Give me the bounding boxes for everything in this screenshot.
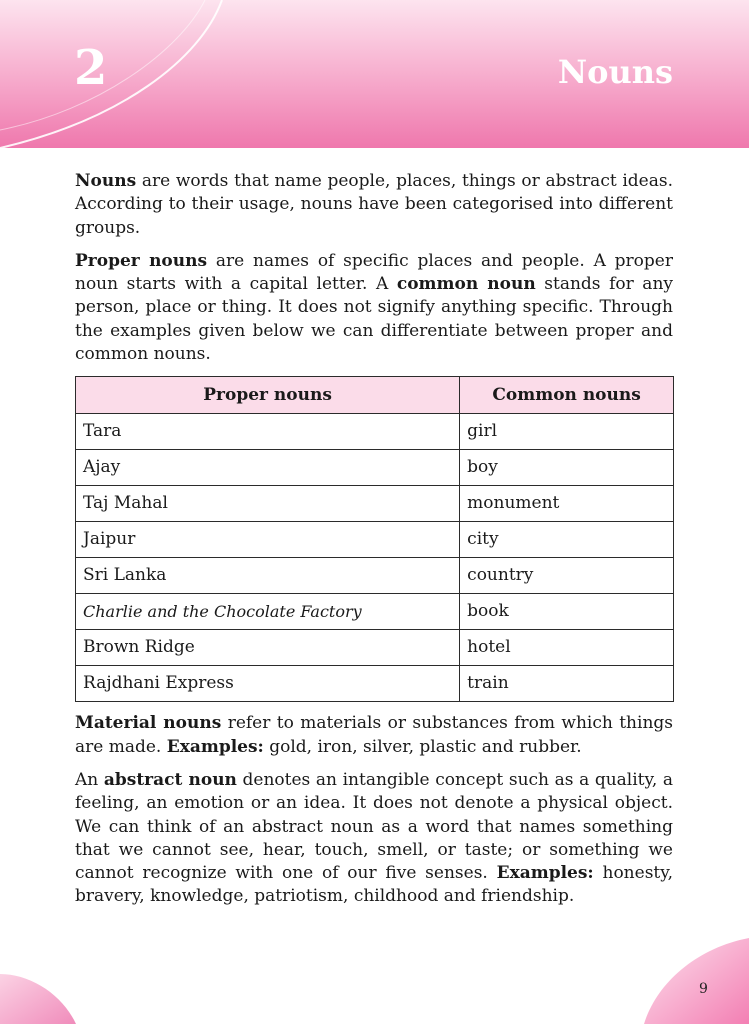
proper-noun-cell: Charlie and the Chocolate Factory bbox=[76, 594, 460, 630]
examples-label: Examples: bbox=[496, 863, 594, 884]
common-noun-cell: monument bbox=[460, 486, 674, 522]
common-noun-cell: country bbox=[460, 558, 674, 594]
page-number: 9 bbox=[699, 981, 708, 997]
proper-common-paragraph bbox=[75, 250, 673, 366]
table-row bbox=[76, 414, 674, 450]
common-noun-cell: city bbox=[460, 522, 674, 558]
intro-text: are words that name people, places, things or abstract ideas. According to their usage, nouns have been categorised into different groups. bbox=[75, 171, 673, 238]
table-header-row bbox=[76, 377, 674, 414]
proper-noun-cell: Ajay bbox=[76, 450, 460, 486]
proper-noun-cell: Rajdhani Express bbox=[76, 666, 460, 702]
table-row bbox=[76, 522, 674, 558]
table-row bbox=[76, 450, 674, 486]
bottom-left-corner-decoration bbox=[0, 964, 80, 1024]
proper-noun-cell: Tara bbox=[76, 414, 460, 450]
term-common-noun: common noun bbox=[396, 274, 536, 295]
common-noun-cell: boy bbox=[460, 450, 674, 486]
intro-paragraph bbox=[75, 170, 673, 240]
chapter-number: 2 bbox=[74, 40, 108, 96]
proper-noun-cell: Sri Lanka bbox=[76, 558, 460, 594]
table-row bbox=[76, 630, 674, 666]
term-material-nouns: Material nouns bbox=[75, 713, 222, 734]
common-noun-cell: hotel bbox=[460, 630, 674, 666]
proper-noun-cell: Brown Ridge bbox=[76, 630, 460, 666]
abstract-prefix: An bbox=[75, 769, 104, 790]
chapter-title: Nouns bbox=[557, 53, 673, 91]
table-row bbox=[76, 486, 674, 522]
material-examples: gold, iron, silver, plastic and rubber. bbox=[263, 736, 582, 757]
proper-text-1: are names of specific places and people. A proper noun starts with a capital letter. A bbox=[75, 250, 673, 295]
proper-text-2: stands for any person, place or thing. It does not signify anything specific. Through the examples given below we can differentiate between proper and common nouns. bbox=[75, 274, 673, 365]
abstract-text: denotes an intangible concept such as a quality, a feeling, an emotion or an idea. It does not denote a physical object. We can think of an abstract noun as a word that names something that we cannot see, hear, touch, smell, or taste; or something we cannot recognize with one of our five senses. bbox=[75, 769, 674, 884]
table-row bbox=[76, 666, 674, 702]
common-noun-cell: girl bbox=[460, 414, 674, 450]
table-row bbox=[76, 594, 674, 630]
term-proper-nouns: Proper nouns bbox=[75, 250, 208, 271]
examples-label: Examples: bbox=[166, 736, 264, 757]
proper-noun-cell: Taj Mahal bbox=[76, 486, 460, 522]
chapter-header bbox=[0, 0, 749, 148]
page-content bbox=[75, 170, 673, 919]
header-proper-nouns: Proper nouns bbox=[76, 377, 460, 414]
nouns-table bbox=[75, 376, 674, 702]
proper-noun-cell: Jaipur bbox=[76, 522, 460, 558]
table-row bbox=[76, 558, 674, 594]
material-paragraph bbox=[75, 712, 673, 759]
common-noun-cell: train bbox=[460, 666, 674, 702]
abstract-paragraph bbox=[75, 769, 673, 909]
abstract-examples: honesty, bravery, knowledge, patriotism, childhood and friendship. bbox=[75, 863, 673, 907]
material-text: refer to materials or substances from which things are made. bbox=[75, 713, 673, 757]
term-abstract-noun: abstract noun bbox=[103, 769, 237, 790]
header-common-nouns: Common nouns bbox=[460, 377, 674, 414]
bottom-right-corner-decoration bbox=[636, 934, 749, 1024]
common-noun-cell: book bbox=[460, 594, 674, 630]
term-nouns: Nouns bbox=[75, 171, 137, 191]
